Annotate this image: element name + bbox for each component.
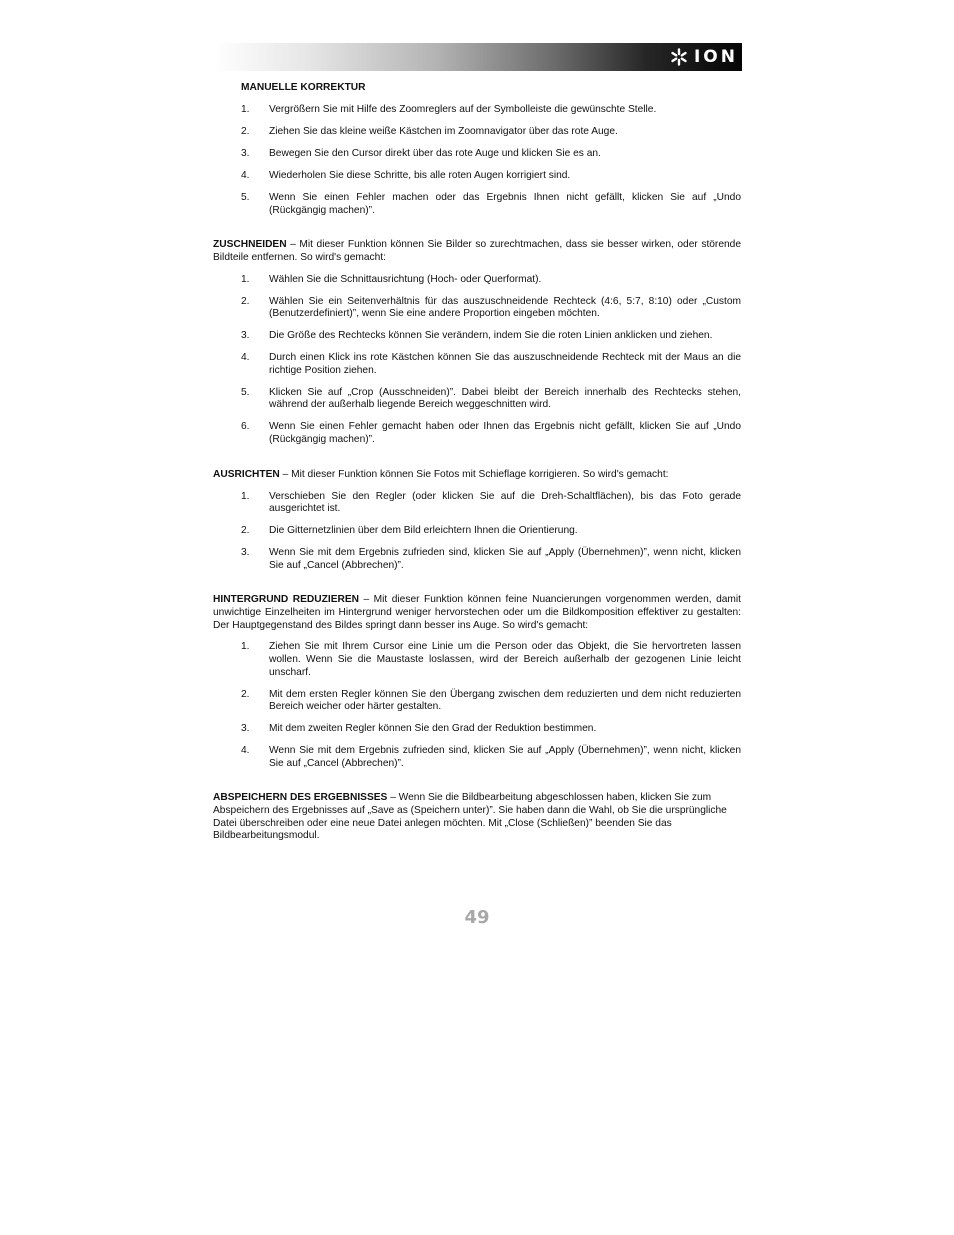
item-text: Durch einen Klick ins rote Kästchen können Sie das auszuschneidende Rechteck mit der Maus an die richtige Position ziehen.: [269, 352, 741, 376]
item-text: Ziehen Sie mit Ihrem Cursor eine Linie um die Person oder das Objekt, die Sie hervortreten lassen wollen. Wenn Sie die Maustaste loslassen, wird der Bereich außerhalb der gezogenen Linie leicht unscharf.: [269, 641, 741, 678]
item-text: Wenn Sie einen Fehler gemacht haben oder Ihnen das Ergebnis nicht gefällt, klicken Sie auf „Undo (Rückgängig machen)”.: [269, 421, 741, 445]
item-number: 1.: [241, 273, 250, 285]
item-text: Wählen Sie die Schnittausrichtung (Hoch- oder Querformat).: [269, 273, 542, 285]
list-item: [213, 170, 741, 183]
item-number: 2.: [241, 295, 250, 307]
item-number: 3.: [241, 547, 250, 559]
section-manual-correction: [213, 82, 741, 217]
page-number: 49: [464, 907, 490, 928]
item-number: 2.: [241, 688, 250, 700]
item-number: 2.: [241, 125, 250, 137]
section-crop: [213, 239, 741, 446]
item-number: 3.: [241, 147, 250, 159]
header-gradient-bar: [213, 43, 742, 71]
section-heading: HINTERGRUND REDUZIEREN: [213, 594, 359, 606]
item-text: Wenn Sie mit dem Ergebnis zufrieden sind, klicken Sie auf „Apply (Übernehmen)”, wenn nicht, klicken Sie auf „Cancel (Abbrechen)”.: [269, 547, 741, 571]
item-text: Vergrößern Sie mit Hilfe des Zoomreglers auf der Symbolleiste die gewünschte Stelle.: [269, 103, 657, 115]
list-item: [213, 126, 741, 139]
logo-text: ION: [693, 47, 738, 67]
list-item: [213, 421, 741, 446]
list-item: [213, 547, 741, 572]
item-text: Mit dem ersten Regler können Sie den Übergang zwischen dem reduzierten und dem nicht reduzierten Bereich weicher oder härter gestalten.: [269, 688, 741, 713]
item-text: Verschieben Sie den Regler (oder klicken Sie auf die Dreh-Schaltflächen), bis das Foto gerade ausgerichtet ist.: [269, 490, 741, 515]
list-item: [213, 296, 741, 321]
item-text: Ziehen Sie das kleine weiße Kästchen im Zoomnavigator über das rote Auge.: [269, 125, 618, 137]
item-number: 1.: [241, 103, 250, 115]
section-background-reduction: [213, 594, 741, 770]
section-intro-text: – Mit dieser Funktion können Sie Fotos mit Schieflage korrigieren. So wird's gemacht:: [279, 468, 669, 480]
item-number: 3.: [241, 723, 250, 735]
list-item: [213, 274, 741, 287]
list-item: [213, 525, 741, 538]
list-item: [213, 641, 741, 679]
list-item: [213, 330, 741, 343]
item-text: Die Gitternetzlinien über dem Bild erleichtern Ihnen die Orientierung.: [269, 525, 578, 537]
section-save: [213, 792, 741, 842]
section-intro-text: – Wenn Sie die Bildbearbeitung abgeschlossen haben, klicken Sie zum Abspeichern des Ergebnisses auf „Save as (Speichern unter)”. Sie haben dann die Wahl, ob Sie die ursprüngliche Datei überschreiben oder eine neue Datei anlegen möchten. Mit „Close (Schließen)” beenden Sie das Bildbearbeitungsmodul.: [213, 792, 727, 842]
section-intro: [213, 469, 741, 482]
item-number: 4.: [241, 352, 250, 364]
section-heading: ZUSCHNEIDEN: [213, 239, 287, 251]
item-text: Wenn Sie mit dem Ergebnis zufrieden sind, klicken Sie auf „Apply (Übernehmen)”, wenn nicht, klicken Sie auf „Cancel (Abbrechen)”.: [269, 745, 741, 769]
steps-list: [213, 274, 741, 447]
ion-star-icon: [670, 48, 688, 66]
item-number: 4.: [241, 169, 250, 181]
item-number: 5.: [241, 191, 250, 203]
list-item: [213, 387, 741, 412]
steps-list: [213, 104, 741, 217]
list-item: [213, 352, 741, 377]
list-item: [213, 148, 741, 161]
item-number: 1.: [241, 641, 250, 653]
section-intro: [213, 594, 741, 632]
item-text: Mit dem zweiten Regler können Sie den Grad der Reduktion bestimmen.: [269, 723, 597, 735]
section-heading: MANUELLE KORREKTUR: [241, 82, 366, 93]
section-intro-text: – Mit dieser Funktion können feine Nuancierungen vorgenommen werden, damit unwichtige Einzelheiten im Hintergrund weniger hervorstechen oder um die Bildkomposition effektiver zu gestalten: Der Hauptgegenstand des Bildes springt dann besser ins Auge. So wird's gemacht:: [213, 594, 741, 631]
item-text: Wiederholen Sie diese Schritte, bis alle roten Augen korrigiert sind.: [269, 169, 571, 181]
item-text: Wenn Sie einen Fehler machen oder das Ergebnis Ihnen nicht gefällt, klicken Sie auf „Undo (Rückgängig machen)”.: [269, 191, 741, 216]
steps-list: [213, 641, 741, 770]
item-number: 1.: [241, 490, 250, 502]
item-number: 6.: [241, 421, 250, 433]
item-text: Bewegen Sie den Cursor direkt über das rote Auge und klicken Sie es an.: [269, 147, 601, 159]
section-intro-text: – Mit dieser Funktion können Sie Bilder so zurechtmachen, dass sie besser wirken, oder störende Bildteile entfernen. So wird's gemacht:: [213, 239, 741, 263]
section-heading: AUSRICHTEN: [213, 468, 280, 480]
list-item: [213, 192, 741, 217]
item-text: Wählen Sie ein Seitenverhältnis für das auszuschneidende Rechteck (4:6, 5:7, 8:10) oder „Custom (Benutzerdefiniert)”, wenn Sie eine andere Proportion eingeben möchten.: [269, 295, 741, 320]
section-straighten: [213, 469, 741, 573]
section-intro: [213, 239, 741, 264]
page-content: [213, 82, 741, 843]
item-text: Die Größe des Rechtecks können Sie verändern, indem Sie die roten Linien anklicken und ziehen.: [269, 330, 713, 342]
list-item: [213, 491, 741, 516]
item-number: 3.: [241, 330, 250, 342]
item-text: Klicken Sie auf „Crop (Ausschneiden)”. Dabei bleibt der Bereich innerhalb des Rechtecks stehen, während der außerhalb liegende Bereich weggeschnitten wird.: [269, 386, 741, 411]
list-item: [213, 689, 741, 714]
list-item: [213, 104, 741, 117]
steps-list: [213, 491, 741, 573]
ion-logo: [670, 46, 738, 68]
list-item: [213, 745, 741, 770]
section-heading: ABSPEICHERN DES ERGEBNISSES: [213, 792, 388, 804]
list-item: [213, 723, 741, 736]
item-number: 5.: [241, 386, 250, 398]
item-number: 4.: [241, 745, 250, 757]
section-intro: [213, 792, 741, 842]
item-number: 2.: [241, 525, 250, 537]
